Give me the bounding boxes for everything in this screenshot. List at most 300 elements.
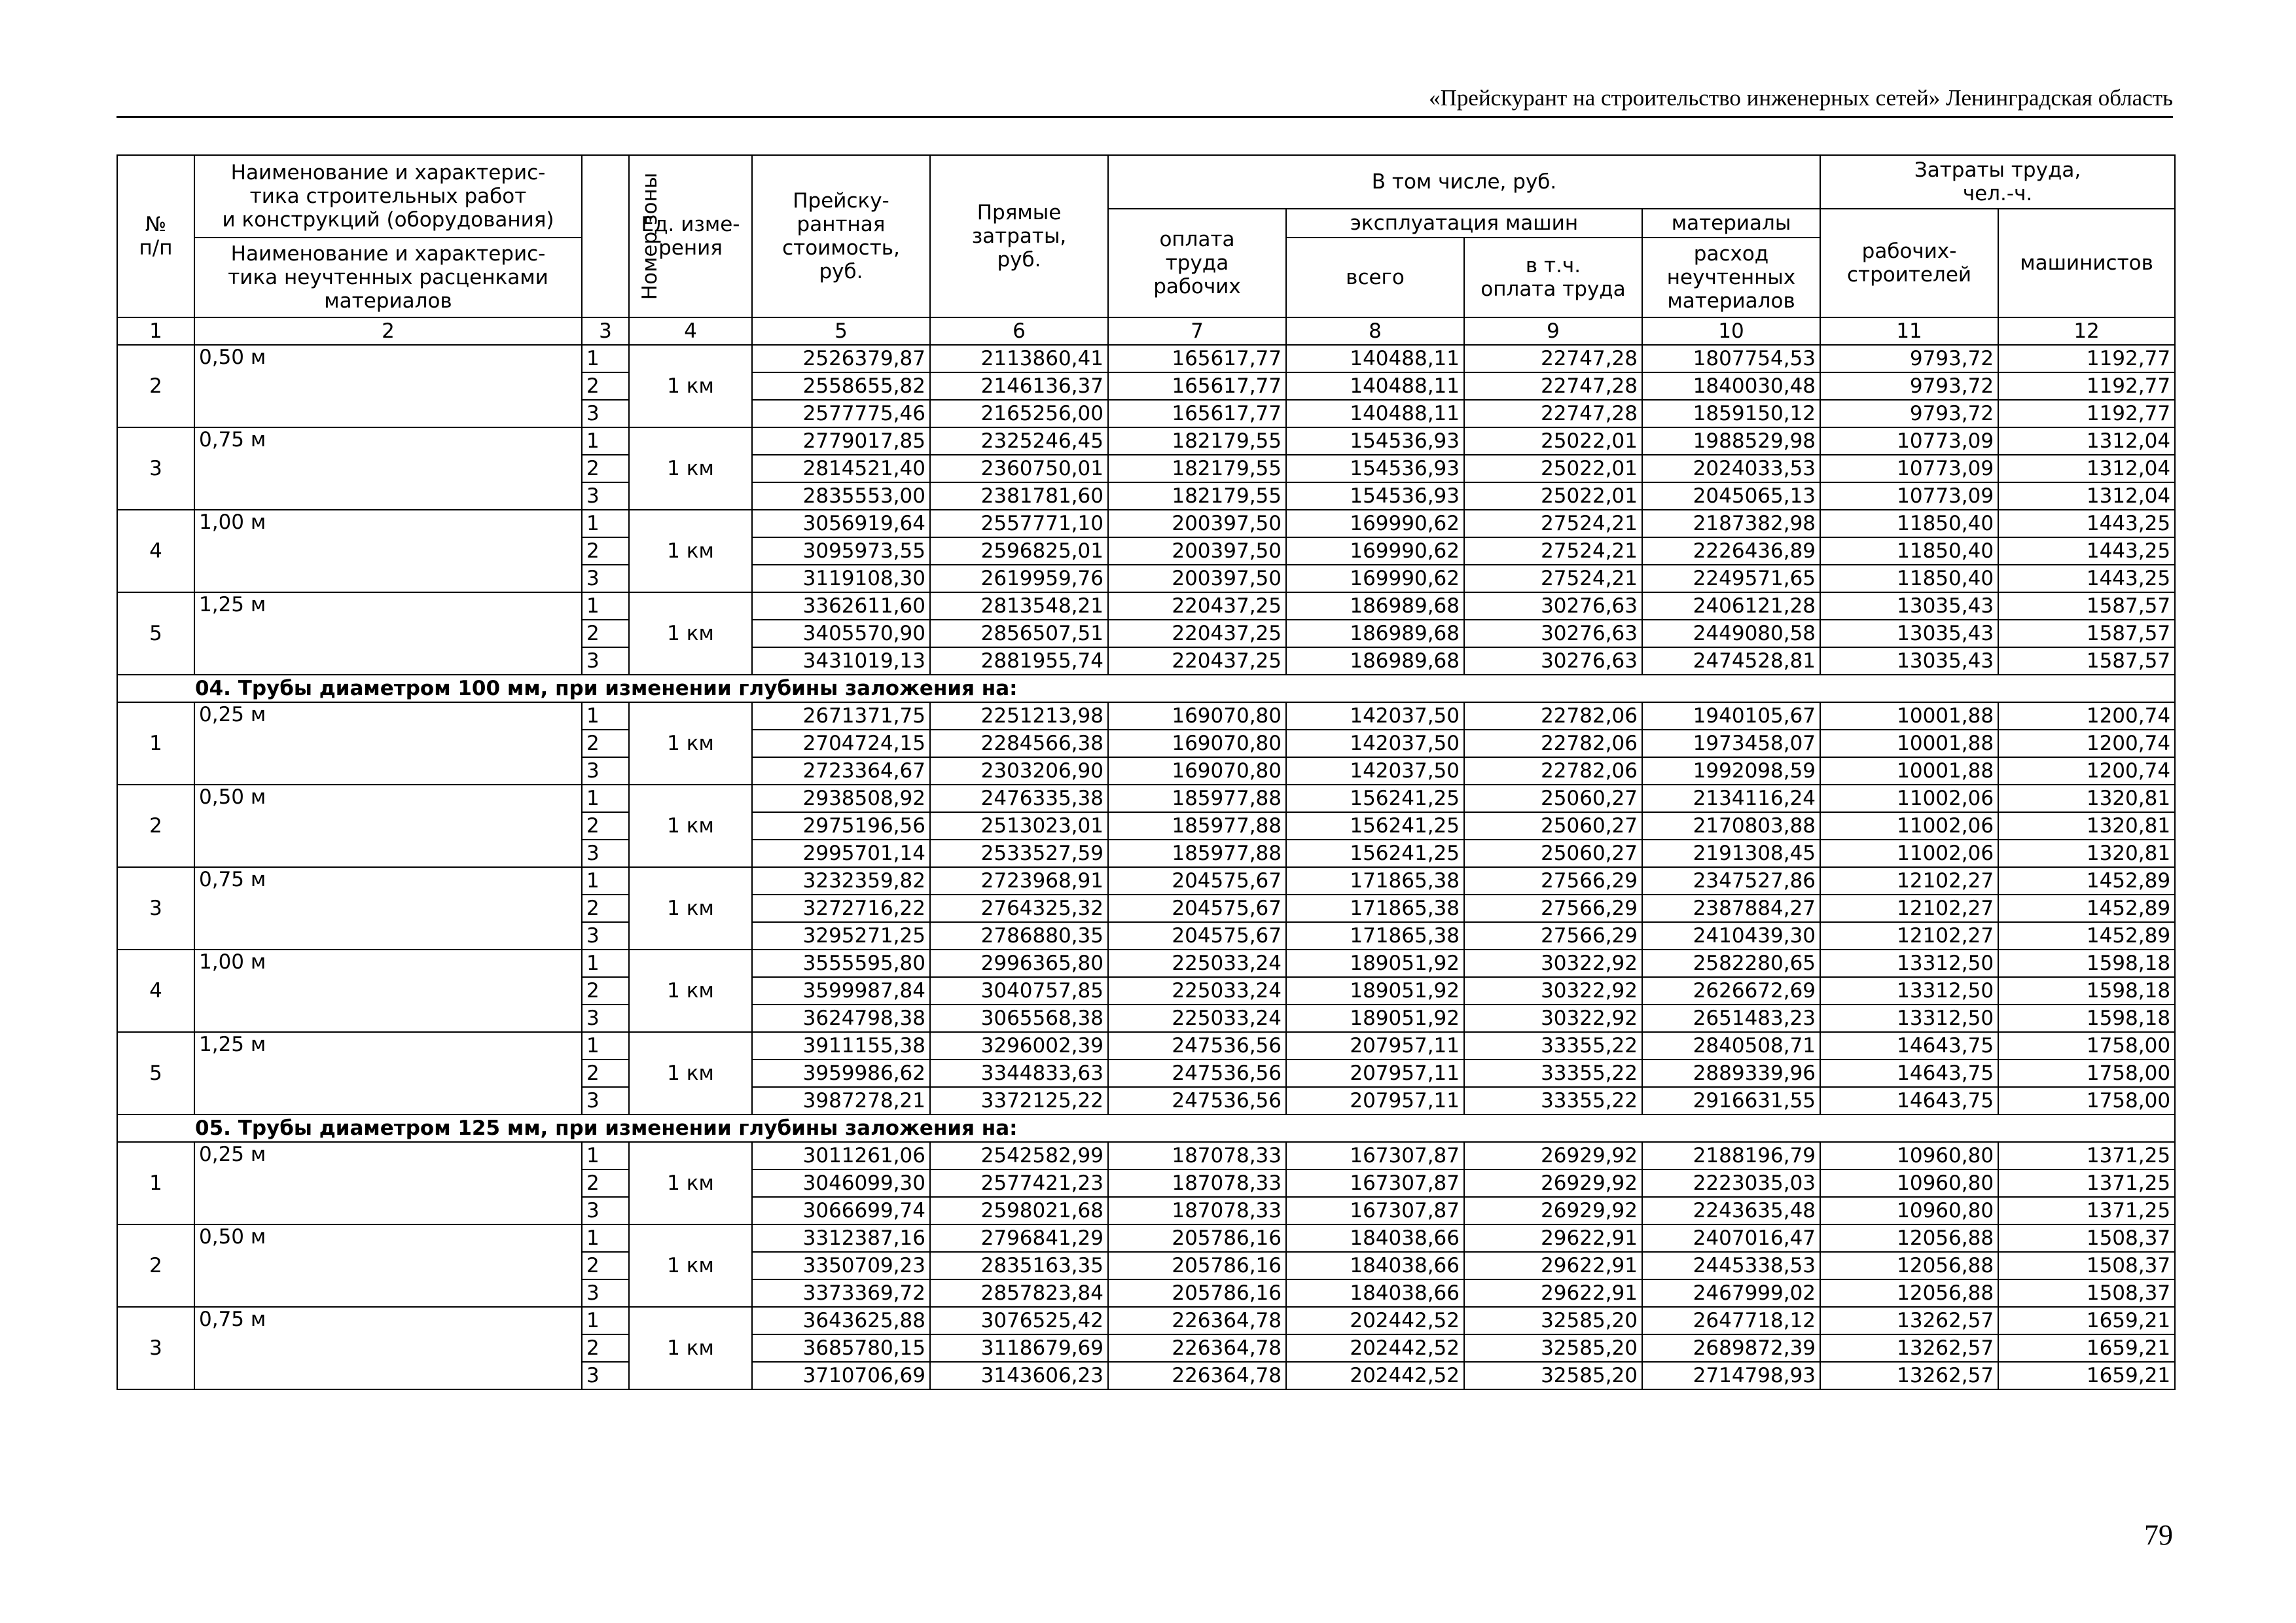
value-cell: 220437,25 [1108,592,1286,620]
value-cell: 3362611,60 [752,592,930,620]
section-title: 05. Трубы диаметром 125 мм, при изменении глубины заложения на: [117,1115,2175,1142]
zone-cell: 1 [582,702,629,730]
header-machines: эксплуатация машин [1286,209,1642,238]
value-cell: 2249571,65 [1642,565,1820,592]
value-cell: 2577775,46 [752,400,930,427]
value-cell: 13262,57 [1820,1307,1998,1334]
value-cell: 1443,25 [1998,510,2175,537]
table-row [117,1224,2175,1252]
value-cell: 200397,50 [1108,537,1286,565]
value-cell: 9793,72 [1820,372,1998,400]
table-row [117,427,2175,455]
value-cell: 3643625,88 [752,1307,930,1334]
value-cell: 140488,11 [1286,372,1464,400]
value-cell: 27566,29 [1464,895,1642,922]
value-cell: 165617,77 [1108,372,1286,400]
value-cell: 3046099,30 [752,1169,930,1197]
value-cell: 1200,74 [1998,730,2175,757]
zone-cell: 2 [582,812,629,840]
value-cell: 142037,50 [1286,702,1464,730]
value-cell: 22747,28 [1464,400,1642,427]
col-number: 5 [752,317,930,345]
value-cell: 189051,92 [1286,1005,1464,1032]
value-cell: 2723968,91 [930,867,1108,895]
value-cell: 2533527,59 [930,840,1108,867]
row-number: 2 [117,785,194,867]
item-name: 0,50 м [194,1224,582,1307]
unit-cell: 1 км [629,950,752,1032]
value-cell: 184038,66 [1286,1279,1464,1307]
value-cell: 2857823,84 [930,1279,1108,1307]
value-cell: 10001,88 [1820,730,1998,757]
value-cell: 2764325,32 [930,895,1108,922]
value-cell: 25022,01 [1464,455,1642,482]
value-cell: 1659,21 [1998,1362,2175,1389]
value-cell: 2170803,88 [1642,812,1820,840]
value-cell: 140488,11 [1286,345,1464,372]
value-cell: 14643,75 [1820,1032,1998,1060]
value-cell: 1443,25 [1998,537,2175,565]
item-name: 1,25 м [194,1032,582,1115]
value-cell: 30276,63 [1464,592,1642,620]
value-cell: 10773,09 [1820,455,1998,482]
section-row [117,1115,2175,1142]
value-cell: 169990,62 [1286,565,1464,592]
value-cell: 3555595,80 [752,950,930,977]
value-cell: 1587,57 [1998,647,2175,675]
value-cell: 187078,33 [1108,1169,1286,1197]
value-cell: 3431019,13 [752,647,930,675]
value-cell: 169990,62 [1286,510,1464,537]
value-cell: 13262,57 [1820,1362,1998,1389]
unit-cell: 1 км [629,1032,752,1115]
value-cell: 182179,55 [1108,455,1286,482]
value-cell: 205786,16 [1108,1279,1286,1307]
value-cell: 3066699,74 [752,1197,930,1224]
zone-cell: 1 [582,1032,629,1060]
value-cell: 2467999,02 [1642,1279,1820,1307]
item-name: 0,25 м [194,1142,582,1224]
table-row [117,345,2175,372]
value-cell: 30322,92 [1464,1005,1642,1032]
value-cell: 33355,22 [1464,1060,1642,1087]
value-cell: 2226436,89 [1642,537,1820,565]
value-cell: 2387884,27 [1642,895,1820,922]
value-cell: 10960,80 [1820,1142,1998,1169]
value-cell: 142037,50 [1286,757,1464,785]
table-row [117,1307,2175,1334]
value-cell: 30322,92 [1464,977,1642,1005]
header-materials: материалы [1642,209,1820,238]
row-number: 2 [117,345,194,427]
value-cell: 10960,80 [1820,1169,1998,1197]
value-cell: 220437,25 [1108,647,1286,675]
row-number: 3 [117,1307,194,1389]
header-labor-cost: Затраты труда, чел.-ч. [1820,155,2175,209]
value-cell: 1371,25 [1998,1197,2175,1224]
item-name: 0,75 м [194,427,582,510]
zone-cell: 2 [582,1334,629,1362]
value-cell: 2542582,99 [930,1142,1108,1169]
value-cell: 247536,56 [1108,1060,1286,1087]
table-row [117,1032,2175,1060]
value-cell: 12056,88 [1820,1224,1998,1252]
value-cell: 11850,40 [1820,510,1998,537]
value-cell: 1312,04 [1998,482,2175,510]
zone-cell: 1 [582,592,629,620]
value-cell: 10001,88 [1820,702,1998,730]
value-cell: 1312,04 [1998,427,2175,455]
value-cell: 13035,43 [1820,592,1998,620]
value-cell: 1598,18 [1998,1005,2175,1032]
value-cell: 1200,74 [1998,702,2175,730]
value-cell: 2689872,39 [1642,1334,1820,1362]
zone-cell: 1 [582,785,629,812]
value-cell: 2596825,01 [930,537,1108,565]
zone-cell: 1 [582,510,629,537]
col-number: 7 [1108,317,1286,345]
value-cell: 30322,92 [1464,950,1642,977]
value-cell: 1452,89 [1998,867,2175,895]
item-name: 0,25 м [194,702,582,785]
zone-cell: 2 [582,455,629,482]
value-cell: 2045065,13 [1642,482,1820,510]
table-body [117,345,2175,1389]
value-cell: 1200,74 [1998,757,2175,785]
value-cell: 33355,22 [1464,1087,1642,1115]
value-cell: 2360750,01 [930,455,1108,482]
value-cell: 167307,87 [1286,1197,1464,1224]
value-cell: 2796841,29 [930,1224,1108,1252]
header-direct: Прямые затраты, руб. [930,155,1108,317]
zone-cell: 3 [582,1005,629,1032]
value-cell: 186989,68 [1286,647,1464,675]
table-row [117,785,2175,812]
unit-cell: 1 км [629,1307,752,1389]
zone-cell: 2 [582,977,629,1005]
value-cell: 169070,80 [1108,757,1286,785]
col-number: 9 [1464,317,1642,345]
col-number: 12 [1998,317,2175,345]
value-cell: 13312,50 [1820,1005,1998,1032]
value-cell: 1659,21 [1998,1307,2175,1334]
value-cell: 2325246,45 [930,427,1108,455]
value-cell: 29622,91 [1464,1279,1642,1307]
row-number: 1 [117,702,194,785]
zone-cell: 3 [582,1362,629,1389]
table-row [117,702,2175,730]
value-cell: 185977,88 [1108,785,1286,812]
zone-cell: 1 [582,427,629,455]
value-cell: 1940105,67 [1642,702,1820,730]
value-cell: 1659,21 [1998,1334,2175,1362]
value-cell: 156241,25 [1286,785,1464,812]
zone-cell: 3 [582,840,629,867]
value-cell: 2187382,98 [1642,510,1820,537]
value-cell: 2557771,10 [930,510,1108,537]
section-title: 04. Трубы диаметром 100 мм, при изменении глубины заложения на: [117,675,2175,702]
value-cell: 1320,81 [1998,840,2175,867]
value-cell: 3710706,69 [752,1362,930,1389]
value-cell: 22782,06 [1464,702,1642,730]
value-cell: 154536,93 [1286,482,1464,510]
value-cell: 3040757,85 [930,977,1108,1005]
value-cell: 1598,18 [1998,950,2175,977]
value-cell: 3272716,22 [752,895,930,922]
header-incl: В том числе, руб. [1108,155,1820,209]
value-cell: 2347527,86 [1642,867,1820,895]
table-row [117,950,2175,977]
value-cell: 200397,50 [1108,565,1286,592]
value-cell: 9793,72 [1820,345,1998,372]
value-cell: 207957,11 [1286,1060,1464,1087]
value-cell: 13312,50 [1820,977,1998,1005]
value-cell: 27524,21 [1464,510,1642,537]
value-cell: 29622,91 [1464,1224,1642,1252]
header-zone: Номер зоны [582,155,629,317]
row-number: 3 [117,427,194,510]
value-cell: 2814521,40 [752,455,930,482]
row-number: 1 [117,1142,194,1224]
value-cell: 226364,78 [1108,1334,1286,1362]
value-cell: 27566,29 [1464,867,1642,895]
item-name: 0,75 м [194,1307,582,1389]
value-cell: 182179,55 [1108,482,1286,510]
value-cell: 204575,67 [1108,895,1286,922]
col-number: 4 [629,317,752,345]
value-cell: 169070,80 [1108,702,1286,730]
value-cell: 13035,43 [1820,620,1998,647]
value-cell: 207957,11 [1286,1087,1464,1115]
value-cell: 3911155,38 [752,1032,930,1060]
value-cell: 167307,87 [1286,1142,1464,1169]
value-cell: 2786880,35 [930,922,1108,950]
table-row [117,867,2175,895]
value-cell: 22782,06 [1464,730,1642,757]
table-row [117,592,2175,620]
header-name-bottom: Наименование и характерис- тика неучтенных расценками материалов [194,238,582,317]
value-cell: 1587,57 [1998,620,2175,647]
value-cell: 2406121,28 [1642,592,1820,620]
value-cell: 1508,37 [1998,1252,2175,1279]
value-cell: 2476335,38 [930,785,1108,812]
value-cell: 2619959,76 [930,565,1108,592]
value-cell: 9793,72 [1820,400,1998,427]
value-cell: 1988529,98 [1642,427,1820,455]
zone-cell: 2 [582,895,629,922]
unit-cell: 1 км [629,510,752,592]
value-cell: 2651483,23 [1642,1005,1820,1032]
value-cell: 3296002,39 [930,1032,1108,1060]
value-cell: 2165256,00 [930,400,1108,427]
value-cell: 26929,92 [1464,1197,1642,1224]
header-pay: оплата труда рабочих [1108,209,1286,317]
value-cell: 30276,63 [1464,620,1642,647]
value-cell: 226364,78 [1108,1362,1286,1389]
zone-cell: 2 [582,620,629,647]
zone-cell: 1 [582,950,629,977]
col-number: 1 [117,317,194,345]
header-incl-pay: в т.ч. оплата труда [1464,238,1642,317]
value-cell: 22747,28 [1464,372,1642,400]
zone-cell: 1 [582,1142,629,1169]
value-cell: 167307,87 [1286,1169,1464,1197]
table-row [117,510,2175,537]
value-cell: 3076525,42 [930,1307,1108,1334]
value-cell: 169990,62 [1286,537,1464,565]
zone-cell: 3 [582,482,629,510]
value-cell: 1312,04 [1998,455,2175,482]
value-cell: 2598021,68 [930,1197,1108,1224]
zone-cell: 1 [582,1224,629,1252]
value-cell: 3624798,38 [752,1005,930,1032]
value-cell: 2474528,81 [1642,647,1820,675]
value-cell: 10773,09 [1820,482,1998,510]
value-cell: 182179,55 [1108,427,1286,455]
value-cell: 1508,37 [1998,1279,2175,1307]
zone-cell: 2 [582,1169,629,1197]
value-cell: 11002,06 [1820,785,1998,812]
zone-cell: 2 [582,1252,629,1279]
value-cell: 1758,00 [1998,1032,2175,1060]
value-cell: 13035,43 [1820,647,1998,675]
zone-cell: 2 [582,537,629,565]
value-cell: 2526379,87 [752,345,930,372]
value-cell: 1840030,48 [1642,372,1820,400]
value-cell: 225033,24 [1108,950,1286,977]
value-cell: 187078,33 [1108,1142,1286,1169]
value-cell: 22747,28 [1464,345,1642,372]
value-cell: 185977,88 [1108,812,1286,840]
value-cell: 2723364,67 [752,757,930,785]
value-cell: 2024033,53 [1642,455,1820,482]
page-header-title: «Прейскурант на строительство инженерных сетей» Ленинградская область [1429,85,2173,111]
zone-cell: 2 [582,1060,629,1087]
value-cell: 2558655,82 [752,372,930,400]
col-number: 8 [1286,317,1464,345]
value-cell: 26929,92 [1464,1169,1642,1197]
value-cell: 165617,77 [1108,400,1286,427]
value-cell: 169070,80 [1108,730,1286,757]
value-cell: 1371,25 [1998,1169,2175,1197]
value-cell: 3350709,23 [752,1252,930,1279]
value-cell: 2647718,12 [1642,1307,1820,1334]
price-table [117,154,2176,1390]
value-cell: 202442,52 [1286,1362,1464,1389]
value-cell: 30276,63 [1464,647,1642,675]
value-cell: 184038,66 [1286,1224,1464,1252]
value-cell: 1371,25 [1998,1142,2175,1169]
value-cell: 140488,11 [1286,400,1464,427]
col-number: 11 [1820,317,1998,345]
zone-cell: 2 [582,730,629,757]
value-cell: 3119108,30 [752,565,930,592]
value-cell: 11002,06 [1820,812,1998,840]
value-cell: 2835163,35 [930,1252,1108,1279]
value-cell: 2251213,98 [930,702,1108,730]
item-name: 0,50 м [194,785,582,867]
value-cell: 2577421,23 [930,1169,1108,1197]
value-cell: 1320,81 [1998,785,2175,812]
unit-cell: 1 км [629,1224,752,1307]
value-cell: 247536,56 [1108,1032,1286,1060]
value-cell: 3118679,69 [930,1334,1108,1362]
value-cell: 171865,38 [1286,922,1464,950]
value-cell: 1192,77 [1998,372,2175,400]
value-cell: 10773,09 [1820,427,1998,455]
value-cell: 3344833,63 [930,1060,1108,1087]
value-cell: 2671371,75 [752,702,930,730]
value-cell: 32585,20 [1464,1334,1642,1362]
value-cell: 14643,75 [1820,1087,1998,1115]
value-cell: 33355,22 [1464,1032,1642,1060]
value-cell: 226364,78 [1108,1307,1286,1334]
unit-cell: 1 км [629,592,752,675]
value-cell: 2704724,15 [752,730,930,757]
col-number: 2 [194,317,582,345]
value-cell: 1320,81 [1998,812,2175,840]
value-cell: 2410439,30 [1642,922,1820,950]
header-divider [117,116,2173,118]
page-number: 79 [2144,1519,2173,1551]
row-number: 2 [117,1224,194,1307]
value-cell: 2381781,60 [930,482,1108,510]
value-cell: 2856507,51 [930,620,1108,647]
value-cell: 2779017,85 [752,427,930,455]
value-cell: 186989,68 [1286,620,1464,647]
row-number: 4 [117,510,194,592]
value-cell: 185977,88 [1108,840,1286,867]
item-name: 0,50 м [194,345,582,427]
value-cell: 25060,27 [1464,840,1642,867]
value-cell: 27524,21 [1464,537,1642,565]
value-cell: 1992098,59 [1642,757,1820,785]
zone-cell: 3 [582,1087,629,1115]
value-cell: 156241,25 [1286,840,1464,867]
value-cell: 171865,38 [1286,895,1464,922]
value-cell: 2284566,38 [930,730,1108,757]
col-number: 3 [582,317,629,345]
zone-cell: 1 [582,345,629,372]
col-number: 10 [1642,317,1820,345]
col-number: 6 [930,317,1108,345]
value-cell: 26929,92 [1464,1142,1642,1169]
value-cell: 1587,57 [1998,592,2175,620]
zone-cell: 3 [582,757,629,785]
value-cell: 11002,06 [1820,840,1998,867]
value-cell: 186989,68 [1286,592,1464,620]
value-cell: 2995701,14 [752,840,930,867]
zone-cell: 3 [582,400,629,427]
value-cell: 247536,56 [1108,1087,1286,1115]
value-cell: 3056919,64 [752,510,930,537]
value-cell: 165617,77 [1108,345,1286,372]
value-cell: 22782,06 [1464,757,1642,785]
value-cell: 2243635,48 [1642,1197,1820,1224]
row-number: 3 [117,867,194,950]
table-header [117,155,2175,345]
item-name: 1,00 м [194,510,582,592]
value-cell: 187078,33 [1108,1197,1286,1224]
value-cell: 1192,77 [1998,400,2175,427]
value-cell: 12056,88 [1820,1252,1998,1279]
zone-cell: 2 [582,372,629,400]
value-cell: 154536,93 [1286,427,1464,455]
zone-cell: 3 [582,565,629,592]
zone-cell: 3 [582,1197,629,1224]
value-cell: 14643,75 [1820,1060,1998,1087]
value-cell: 1452,89 [1998,895,2175,922]
